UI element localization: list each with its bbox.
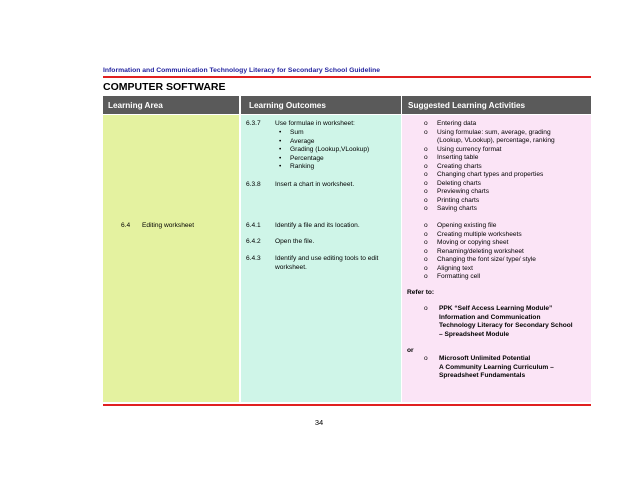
bullet-icon: • xyxy=(279,163,282,170)
outcome-text: Insert a chart in worksheet. xyxy=(275,181,355,188)
outcome-bullet: Average xyxy=(290,137,315,145)
reference-1-line: Technology Literacy for Secondary School xyxy=(439,322,573,329)
column-header-learning-outcomes: Learning Outcomes xyxy=(241,96,401,114)
activity-item: Inserting table xyxy=(437,154,479,161)
refer-to-label: Refer to: xyxy=(407,289,435,296)
outcome-text: worksheet. xyxy=(275,263,307,271)
circle-bullet-icon: o xyxy=(424,188,428,195)
activity-item: Deleting charts xyxy=(437,179,481,187)
activity-item: Printing charts xyxy=(437,196,480,204)
reference-1-line: – Spreadsheet Module xyxy=(439,330,509,338)
activity-item: Renaming/deleting worksheet xyxy=(437,247,524,255)
outcome-bullet: Percentage xyxy=(290,154,324,162)
outcome-number: 6.4.3 xyxy=(246,255,261,262)
reference-2-line: Spreadsheet Fundamentals xyxy=(439,372,526,379)
circle-bullet-icon: o xyxy=(424,222,428,229)
outcome-bullet: Grading (Lookup,VLookup) xyxy=(290,146,370,153)
circle-bullet-icon: o xyxy=(424,239,428,246)
reference-1-line: Information and Communication xyxy=(439,313,541,321)
reference-1-line: PPK “Self Access Learning Module” xyxy=(439,305,553,312)
circle-bullet-icon: o xyxy=(424,162,428,170)
circle-bullet-icon: o xyxy=(424,273,428,280)
activity-item: Changing the font size/ type/ style xyxy=(437,256,536,263)
activity-item: Aligning text xyxy=(437,264,473,272)
circle-bullet-icon: o xyxy=(424,205,428,212)
activity-item: Using formulae: sum, average, grading xyxy=(437,128,551,136)
activity-item: Creating charts xyxy=(437,162,482,170)
activity-item: Entering data xyxy=(437,120,477,127)
learning-area-number: 6.4 xyxy=(121,222,131,229)
outcome-text: Identify a file and its location. xyxy=(275,222,360,229)
circle-bullet-icon: o xyxy=(424,196,428,204)
outcome-bullet: Ranking xyxy=(290,163,315,170)
circle-bullet-icon: o xyxy=(424,230,428,238)
outcome-number: 6.4.2 xyxy=(246,238,261,245)
suggested-activities-cell xyxy=(402,115,591,402)
activity-item: Formatting cell xyxy=(437,273,481,280)
header-divider xyxy=(103,76,591,78)
outcome-number: 6.4.1 xyxy=(246,222,261,229)
or-label: or xyxy=(407,347,414,354)
document-header: Information and Communication Technology Literacy for Secondary School Guideline xyxy=(103,67,381,74)
page-number: 34 xyxy=(314,418,324,427)
bullet-icon: • xyxy=(279,146,282,153)
circle-bullet-icon: o xyxy=(424,171,428,178)
outcome-text: Use formulae in worksheet: xyxy=(275,120,355,127)
reference-2-line: Microsoft Unlimited Potential xyxy=(439,355,531,362)
activity-item: Saving charts xyxy=(437,205,477,212)
outcome-bullet: Sum xyxy=(290,129,304,136)
outcome-number: 6.3.7 xyxy=(246,120,261,127)
activity-item: Moving or copying sheet xyxy=(437,239,509,246)
circle-bullet-icon: o xyxy=(424,247,428,255)
bullet-icon: • xyxy=(279,154,282,162)
footer-divider xyxy=(103,404,591,406)
activity-item: (Lookup, VLookup), percentage, ranking xyxy=(437,137,555,144)
circle-bullet-icon: o xyxy=(424,145,428,153)
reference-2-line: A Community Learning Curriculum – xyxy=(439,363,554,371)
circle-bullet-icon: o xyxy=(424,154,428,161)
circle-bullet-icon: o xyxy=(424,179,428,187)
learning-area-cell xyxy=(103,115,239,402)
activity-item: Using currency format xyxy=(437,145,502,153)
circle-bullet-icon: o xyxy=(424,256,428,263)
section-title: COMPUTER SOFTWARE xyxy=(103,81,226,93)
activity-item: Previewing charts xyxy=(437,188,490,195)
activity-item: Creating multiple worksheets xyxy=(437,230,522,238)
column-header-learning-area: Learning Area xyxy=(103,96,239,114)
outcome-number: 6.3.8 xyxy=(246,181,261,188)
learning-area-label: Editing worksheet xyxy=(142,222,195,229)
column-header-suggested-activities: Suggested Learning Activities xyxy=(402,96,591,114)
circle-bullet-icon: o xyxy=(424,120,428,127)
curriculum-table xyxy=(103,96,591,402)
circle-bullet-icon: o xyxy=(424,355,428,362)
circle-bullet-icon: o xyxy=(424,264,428,272)
outcome-text: Open the file. xyxy=(275,238,315,245)
activity-item: Opening existing file xyxy=(437,222,497,229)
learning-outcomes-cell xyxy=(241,115,401,402)
circle-bullet-icon: o xyxy=(424,305,428,312)
bullet-icon: • xyxy=(279,137,282,145)
bullet-icon: • xyxy=(279,129,282,136)
activity-item: Changing chart types and properties xyxy=(437,171,544,178)
outcome-text: Identify and use editing tools to edit xyxy=(275,255,379,262)
circle-bullet-icon: o xyxy=(424,128,428,136)
